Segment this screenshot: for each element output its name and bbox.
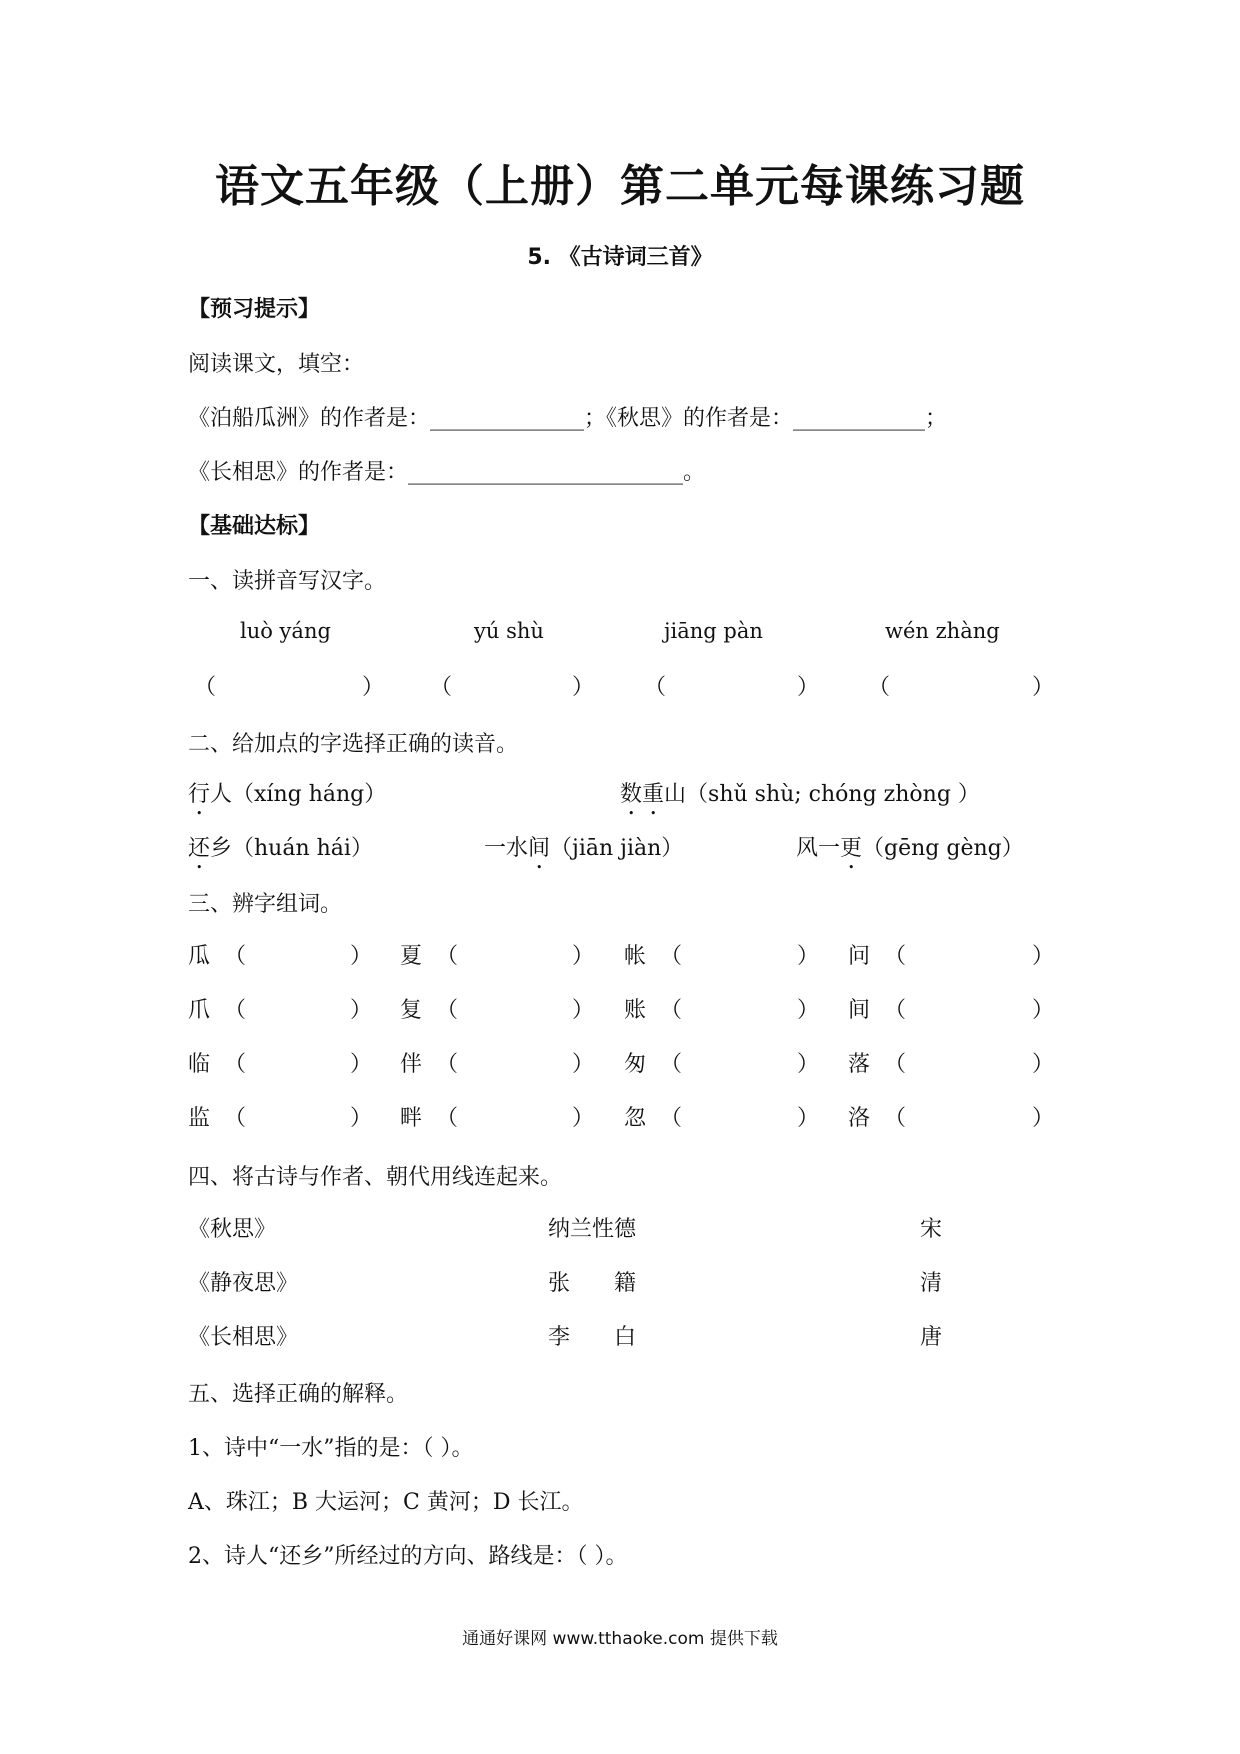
pinyin-3: jiāng pàn [664, 619, 763, 643]
word-group-paren-close: ） [572, 944, 595, 969]
dotted-char: 间 [528, 836, 551, 861]
word-group-char: 复 [400, 998, 423, 1023]
word-group-paren-open: （ [224, 1106, 247, 1131]
question-5-item-1-options: A、珠江；B 大运河；C 黄河；D 长江。 [188, 1490, 584, 1515]
reading-item [484, 831, 683, 874]
preview-instruction: 阅读课文，填空： [188, 352, 365, 377]
answer-paren-close-4: ） [1032, 675, 1055, 700]
word-group-paren-open: （ [436, 1052, 459, 1077]
word-group-paren-close: ） [797, 1106, 820, 1131]
word-group-paren-close: ） [797, 1052, 820, 1077]
author-name: 纳兰性德 [548, 1217, 637, 1242]
reading-item-text: （jiān jiàn） [550, 836, 684, 861]
page-title: 语文五年级（上册）第二单元每课练习题 [215, 161, 1025, 212]
dotted-char: 行 [188, 782, 211, 807]
word-group-char: 临 [188, 1052, 211, 1077]
word-group-char: 忽 [624, 1106, 647, 1131]
word-group-paren-close: ） [572, 998, 595, 1023]
lesson-subtitle: 5. 《古诗词三首》 [527, 245, 713, 270]
basic-heading: 【基础达标】 [188, 514, 321, 539]
word-group-paren-close: ） [350, 998, 373, 1023]
word-group-paren-open: （ [224, 998, 247, 1023]
poem-title: 《静夜思》 [188, 1271, 299, 1296]
reading-item-text: 乡（huán hái） [210, 836, 373, 861]
reading-item [796, 831, 1024, 874]
word-group-char: 匆 [624, 1052, 647, 1077]
reading-item-prefix: 风一 [796, 836, 841, 861]
dotted-char: 更 [840, 836, 863, 861]
dotted-char: 还 [188, 836, 211, 861]
answer-paren-open-4: （ [868, 675, 891, 700]
reading-item [188, 831, 373, 874]
pinyin-4: wén zhàng [885, 619, 1000, 643]
word-group-char: 夏 [400, 944, 423, 969]
question-1-label: 一、读拼音写汉字。 [188, 569, 387, 594]
word-group-paren-open: （ [884, 944, 907, 969]
word-group-char: 帐 [624, 944, 647, 969]
preview-line-2: 《长相思》的作者是：_________________________。 [188, 460, 706, 485]
word-group-paren-close: ） [1032, 944, 1055, 969]
answer-paren-close-2: ） [572, 675, 595, 700]
word-group-char: 账 [624, 998, 647, 1023]
reading-item-prefix: 一水 [484, 836, 529, 861]
reading-item-text: （gēng gèng） [862, 836, 1024, 861]
question-5-label: 五、选择正确的解释。 [188, 1382, 409, 1407]
word-group-char: 爪 [188, 998, 211, 1023]
word-group-paren-open: （ [660, 998, 683, 1023]
dynasty-name: 清 [920, 1271, 943, 1296]
dynasty-name: 宋 [920, 1217, 943, 1242]
word-group-char: 落 [848, 1052, 871, 1077]
word-group-paren-close: ） [572, 1106, 595, 1131]
question-4-label: 四、将古诗与作者、朝代用线连起来。 [188, 1165, 563, 1190]
pinyin-1: luò yáng [240, 619, 331, 643]
word-group-paren-open: （ [224, 944, 247, 969]
answer-paren-open-2: （ [430, 675, 453, 700]
word-group-paren-close: ） [350, 1052, 373, 1077]
answer-paren-open-1: （ [194, 675, 217, 700]
word-group-char: 间 [848, 998, 871, 1023]
reading-item-text: 人（xíng háng） [210, 782, 387, 807]
word-group-paren-close: ） [350, 944, 373, 969]
reading-item-text: 山（shǔ shù; chóng zhòng ） [664, 782, 980, 807]
word-group-paren-open: （ [436, 1106, 459, 1131]
word-group-paren-close: ） [350, 1106, 373, 1131]
word-group-char: 监 [188, 1106, 211, 1131]
dotted-char: 数 [620, 782, 643, 807]
answer-paren-close-1: ） [362, 675, 385, 700]
word-group-paren-open: （ [660, 944, 683, 969]
word-group-char: 问 [848, 944, 871, 969]
question-3-label: 三、辨字组词。 [188, 892, 343, 917]
author-name: 张 籍 [548, 1271, 637, 1296]
preview-heading: 【预习提示】 [188, 297, 321, 322]
reading-item [620, 777, 980, 820]
word-group-paren-close: ） [1032, 998, 1055, 1023]
word-group-char: 洛 [848, 1106, 871, 1131]
word-group-paren-open: （ [436, 944, 459, 969]
reading-item [188, 777, 386, 820]
word-group-paren-close: ） [1032, 1106, 1055, 1131]
word-group-paren-close: ） [797, 944, 820, 969]
poem-title: 《秋思》 [188, 1217, 277, 1242]
answer-paren-open-3: （ [644, 675, 667, 700]
dynasty-name: 唐 [920, 1325, 943, 1350]
answer-paren-close-3: ） [797, 675, 820, 700]
question-5-item-2: 2、诗人“还乡”所经过的方向、路线是：（ ）。 [188, 1544, 628, 1569]
dotted-char: 重 [642, 782, 665, 807]
word-group-paren-open: （ [660, 1052, 683, 1077]
pinyin-2: yú shù [474, 619, 544, 643]
word-group-paren-open: （ [436, 998, 459, 1023]
word-group-paren-close: ） [572, 1052, 595, 1077]
word-group-paren-open: （ [884, 1106, 907, 1131]
word-group-paren-close: ） [1032, 1052, 1055, 1077]
poem-title: 《长相思》 [188, 1325, 299, 1350]
word-group-char: 畔 [400, 1106, 423, 1131]
question-5-item-1: 1、诗中“一水”指的是：（ ）。 [188, 1436, 474, 1461]
preview-line-1: 《泊船瓜洲》的作者是：______________；《秋思》的作者是：____________； [188, 406, 948, 431]
footer-credit: 通通好课网 www.tthaoke.com 提供下载 [462, 1629, 778, 1649]
word-group-paren-close: ） [797, 998, 820, 1023]
word-group-char: 瓜 [188, 944, 211, 969]
word-group-char: 伴 [400, 1052, 423, 1077]
question-2-label: 二、给加点的字选择正确的读音。 [188, 732, 519, 757]
word-group-paren-open: （ [224, 1052, 247, 1077]
author-name: 李 白 [548, 1325, 637, 1350]
word-group-paren-open: （ [884, 998, 907, 1023]
word-group-paren-open: （ [884, 1052, 907, 1077]
word-group-paren-open: （ [660, 1106, 683, 1131]
